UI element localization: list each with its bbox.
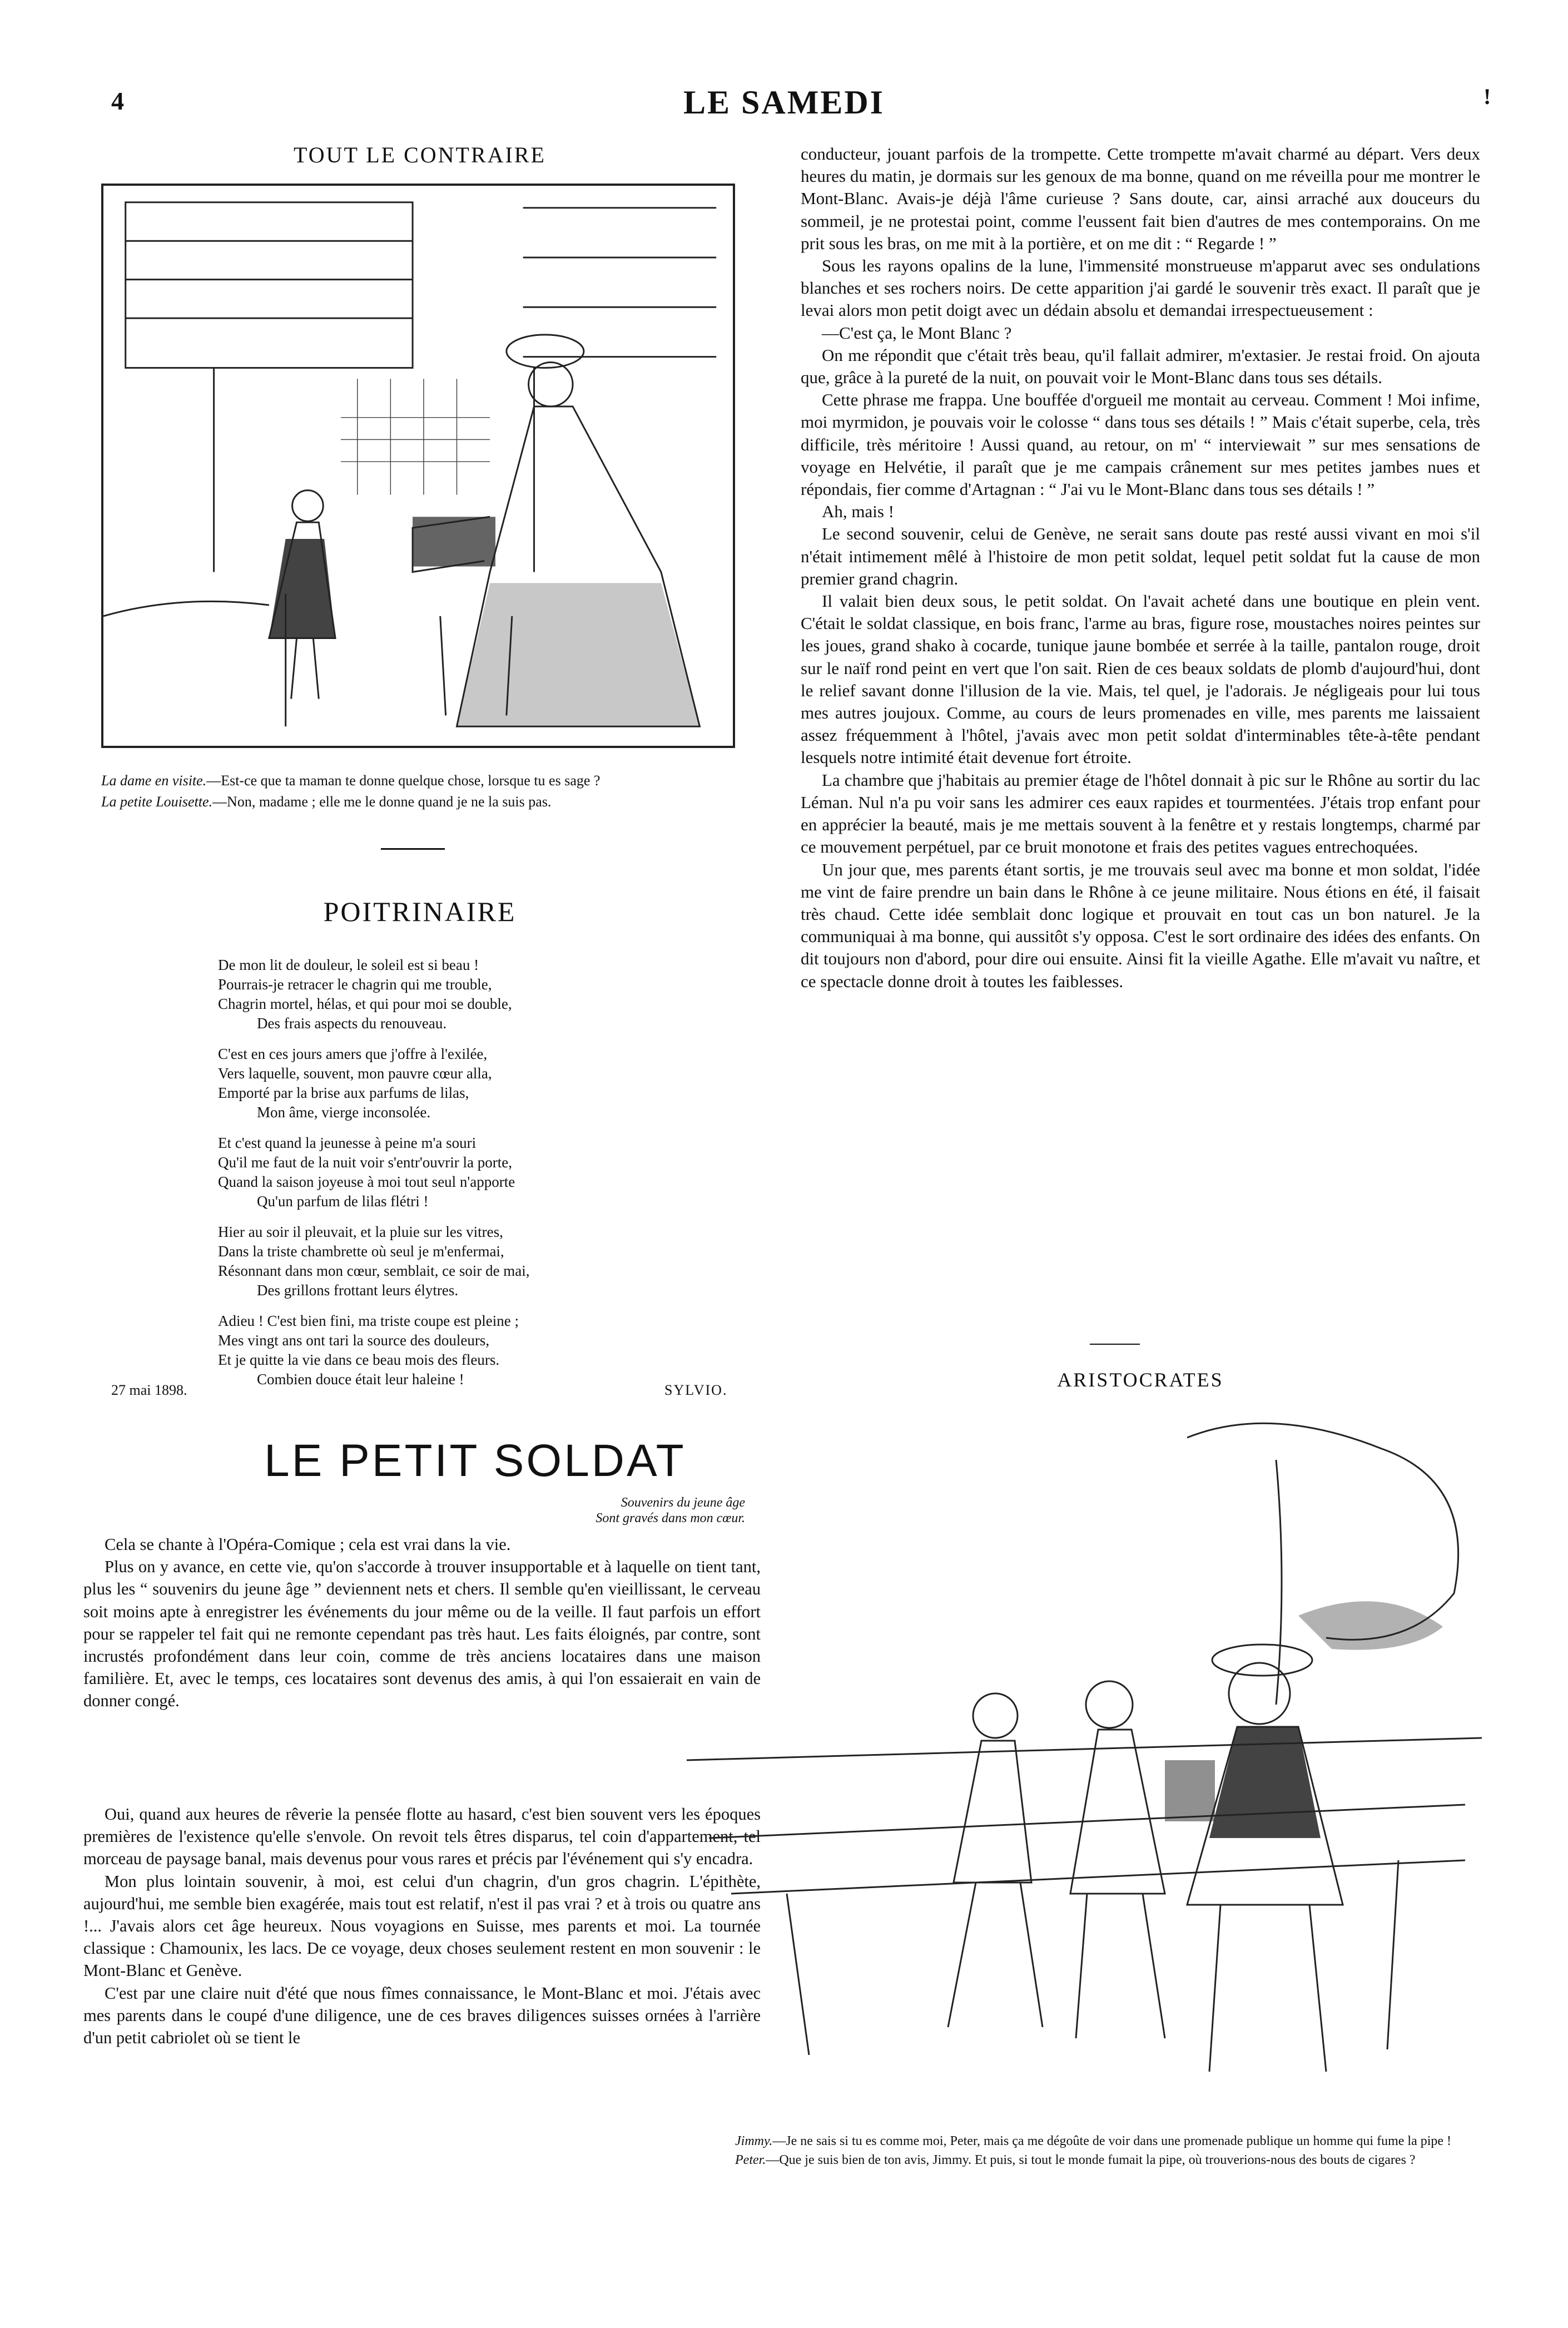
poem-line: C'est en ces jours amers que j'offre à l'exilée,: [218, 1046, 488, 1062]
newspaper-title: LE SAMEDI: [683, 84, 885, 121]
poem-line: Emporté par la brise aux parfums de lilas,: [218, 1084, 469, 1101]
article-paragraph: Le second souvenir, celui de Genève, ne serait sans doute pas resté aussi vivant en moi s'il n'était intimement mêlé à l'histoire de mon petit soldat, lequel petit soldat fut la cause de mon premier grand chagrin.: [801, 524, 1480, 588]
article-paragraph: C'est par une claire nuit d'été que nous fîmes connaissance, le Mont-Blanc et moi. J'étais avec mes parents dans le coupé d'une diligence, une de ces braves diligences suisses ornées à l'arrière d'un petit cabriolet où se tient le: [83, 1983, 761, 2048]
article-paragraph: La chambre que j'habitais au premier étage de l'hôtel donnait à pic sur le Rhône au sortir du lac Léman. Nul n'a pu voir sans les admirer ces eaux rapides et tourmentées. J'étais trop enfant pour en apprécier la beauté, mais je me mettais souvent à la fenêtre et y restais longtemps, charmé par ce mouvement perpétuel, par ce bruit monotone et frais des petites vagues entrechoquées.: [801, 770, 1480, 857]
article-paragraph: Il valait bien deux sous, le petit soldat. On l'avait acheté dans une boutique en plein vent. C'était le soldat classique, en bois franc, l'arme au bras, figure rose, moustaches noires peintes sur les joues, grand shako à cocarde, tunique jaune bombée et serrée à la taille, pantalon rouge, droit sur le naïf rond peint en vert que l'on sait. Rien de ces beaux soldats de plomb d'aujourd'hui, dont le relief savant donne l'illusion de la vie. Mais, tel quel, je l'adorais. Je négligeais pour lui tous mes autres joujoux. Comme, au cours de leurs promenades en ville, mes parents me laissaient assez fréquemment à l'hôtel, j'avais avec mon petit soldat d'interminables tête-à-tête pendant lesquels notre intimité était devenue fort étroite.: [801, 591, 1480, 767]
tout-le-contraire-caption: [83, 770, 737, 813]
section-divider: [1090, 1344, 1140, 1345]
caption-speaker: Peter.: [735, 2153, 766, 2167]
le-petit-soldat-right-column: [801, 143, 1480, 993]
caption-speaker: Jimmy.: [735, 2134, 773, 2148]
caption-text: —Est-ce que ta maman te donne quelque chose, lorsque tu es sage ?: [206, 772, 601, 789]
tout-le-contraire-title: TOUT LE CONTRAIRE: [294, 142, 546, 167]
poem-line: Mon âme, vierge inconsolée.: [257, 1104, 431, 1121]
poem-line: Dans la triste chambrette où seul je m'enfermai,: [218, 1243, 504, 1260]
poem-stanza: [218, 1222, 707, 1300]
poem-signature: SYLVIO.: [664, 1382, 728, 1398]
article-paragraph: Ah, mais !: [822, 502, 895, 522]
poem-line: Des frais aspects du renouveau.: [257, 1015, 447, 1032]
caption-text: —Non, madame ; elle me le donne quand je ne la suis pas.: [212, 794, 552, 810]
article-paragraph: Mon plus lointain souvenir, à moi, est celui d'un chagrin, d'un gros chagrin. L'épithète, aujourd'hui, me semble bien exagérée, mais tout est relatif, n'est il pas vrai ? et à trois ou quatre ans !... J'avais alors cet âge heureux. Nous voyagions en Suisse, mes parents et moi. La tournée classique : Chamounix, les lacs. De ce voyage, deux choses seulement restent en mon souvenir : le Mont-Blanc et Genève.: [83, 1871, 761, 1980]
aristocrates-caption: [717, 2132, 1496, 2170]
poem-line: Adieu ! C'est bien fini, ma triste coupe est pleine ;: [218, 1312, 519, 1329]
caption-speaker: La petite Louisette.: [101, 794, 213, 810]
article-paragraph: —C'est ça, le Mont Blanc ?: [822, 323, 1012, 343]
article-paragraph: Un jour que, mes parents étant sortis, je me trouvais seul avec ma bonne et mon soldat, l'idée me vint de faire prendre un bain dans le Rhône à ce jeune militaire. Nous étions en été, il faisait très chaud. Cette idée semblait donc logique et prouvait en tout cas un bon naturel. Je la communiquai à ma bonne, qui aussitôt s'y opposa. C'est le sort ordinaire des idées des enfants. On dit toujours non d'abord, pour dire oui ensuite. Ainsi fit la vieille Agathe. Elle m'avait vu naître, et ce spectacle donne droit à toutes les faiblesses.: [801, 859, 1480, 991]
corner-mark: !: [1483, 84, 1491, 109]
le-petit-soldat-intro: [83, 1533, 761, 1712]
poitrinaire-title: POITRINAIRE: [323, 896, 517, 927]
article-paragraph: Cela se chante à l'Opéra-Comique ; cela est vrai dans la vie.: [105, 1535, 511, 1554]
le-petit-soldat-title: LE PETIT SOLDAT: [264, 1435, 686, 1486]
caption-text: —Je ne sais si tu es comme moi, Peter, mais ça me dégoûte de voir dans une promenade publique un homme qui fume la pipe !: [772, 2134, 1452, 2148]
article-paragraph: conducteur, jouant parfois de la trompette. Cette trompette m'avait charmé au départ. Vers deux heures du matin, je dormais sur les genoux de ma bonne, quand on me réveilla pour me montrer le Mont-Blanc. Avais-je déjà l'âme curieuse ? Sans doute, car, ainsi arraché aux douceurs du sommeil, je ne protestai point, comme l'eussent fait bien d'autres de mes contemporains. On me prit sous les bras, on me mit à la portière, et on me dit : “ Regarde ! ”: [801, 144, 1480, 253]
poem-line: Résonnant dans mon cœur, semblait, ce soir de mai,: [218, 1262, 530, 1279]
poitrinaire-poem: [218, 955, 707, 1400]
le-petit-soldat-left-column: [83, 1803, 761, 2049]
poem-stanza: [218, 955, 707, 1033]
section-divider: [381, 848, 445, 850]
aristocrates-illustration: [687, 1415, 1482, 2105]
poem-line: Des grillons frottant leurs élytres.: [257, 1282, 459, 1299]
article-paragraph: Sous les rayons opalins de la lune, l'immensité monstrueuse m'apparut avec ses ondulations blanches et ses rochers noirs. De cette apparition j'ai gardé le souvenir très exact. Il paraît que je levai alors mon petit doigt avec un dédain absolu et demandai irrespectueusement :: [801, 256, 1480, 320]
poem-line: Mes vingt ans ont tari la source des douleurs,: [218, 1332, 490, 1349]
poem-line: Quand la saison joyeuse à moi tout seul n'apporte: [218, 1173, 515, 1190]
poem-stanza: [218, 1311, 707, 1389]
article-paragraph: Plus on y avance, en cette vie, qu'on s'accorde à trouver insupportable et à laquelle on tient tant, plus les “ souvenirs du jeune âge ” deviennent nets et chers. Il semble qu'en vieillissant, le cerveau soit moins apte à enregistrer les événements du jour même ou de la veille. Il faut parfois un effort pour se rappeler tel fait qui ne remonte cependant pas très haut. Les faits éloignés, par contre, sont incrustés profondément dans leur coin, comme de très anciens locataires dans une maison familière. Et, avec le temps, ces locataires sont devenus des amis, à qui l'on essaierait en vain de donner congé.: [83, 1557, 761, 1711]
poem-line: Vers laquelle, souvent, mon pauvre cœur alla,: [218, 1065, 492, 1082]
article-paragraph: Oui, quand aux heures de rêverie la pensée flotte au hasard, c'est bien souvent vers les époques premières de l'existence qu'elle s'envole. On revoit tels êtres disparus, tel coin d'appartement, tel morceau de paysage banal, mais devenus pour vous rares et précis par l'événement qui s'y encadra.: [83, 1805, 761, 1869]
caption-text: —Que je suis bien de ton avis, Jimmy. Et puis, si tout le monde fumait la pipe, où trouverions-nous des bouts de cigares ?: [766, 2153, 1416, 2167]
poem-line: Et c'est quand la jeunesse à peine m'a souri: [218, 1135, 477, 1151]
poem-stanza: [218, 1133, 707, 1211]
poem-date: 27 mai 1898.: [111, 1382, 187, 1398]
tout-le-contraire-illustration: [101, 184, 735, 748]
page-number: 4: [111, 87, 124, 115]
poem-line: Chagrin mortel, hélas, et qui pour moi se double,: [218, 995, 512, 1012]
poem-line: Hier au soir il pleuvait, et la pluie sur les vitres,: [218, 1224, 503, 1240]
aristocrates-title: ARISTOCRATES: [1057, 1369, 1224, 1391]
article-paragraph: On me répondit que c'était très beau, qu'il fallait admirer, m'extasier. Je restai froid. On ajouta que, grâce à la pureté de la nuit, on pouvait voir le Mont-Blanc dans tous ses détails.: [801, 345, 1480, 388]
poem-line: Et je quitte la vie dans ce beau mois des fleurs.: [218, 1351, 500, 1368]
article-paragraph: Cette phrase me frappa. Une bouffée d'orgueil me montait au cerveau. Comment ! Moi infime, moi myrmidon, je pouvais voir le colosse “ dans tous ses détails ! ” Mais c'était superbe, cela, très difficile, très méritoire ! Aussi quand, au retour, on m' “ interviewait ” sur mes sensations de voyage en Helvétie, il paraît que je me campais crânement sur mes petites jambes nues et répondais, fier comme d'Artagnan : “ J'ai vu le Mont-Blanc dans tous ses détails ! ”: [801, 390, 1480, 499]
poem-line: Combien douce était leur haleine !: [257, 1371, 464, 1388]
poem-line: Qu'un parfum de lilas flétri !: [257, 1193, 429, 1210]
poem-stanza: [218, 1044, 707, 1122]
epigraph-line: Souvenirs du jeune âge: [621, 1495, 745, 1510]
poem-line: De mon lit de douleur, le soleil est si beau !: [218, 957, 479, 973]
epigraph-line: Sont gravés dans mon cœur.: [596, 1511, 745, 1525]
caption-speaker: La dame en visite.: [101, 772, 207, 789]
poem-line: Qu'il me faut de la nuit voir s'entr'ouvrir la porte,: [218, 1154, 512, 1171]
poem-line: Pourrais-je retracer le chagrin qui me trouble,: [218, 976, 492, 993]
